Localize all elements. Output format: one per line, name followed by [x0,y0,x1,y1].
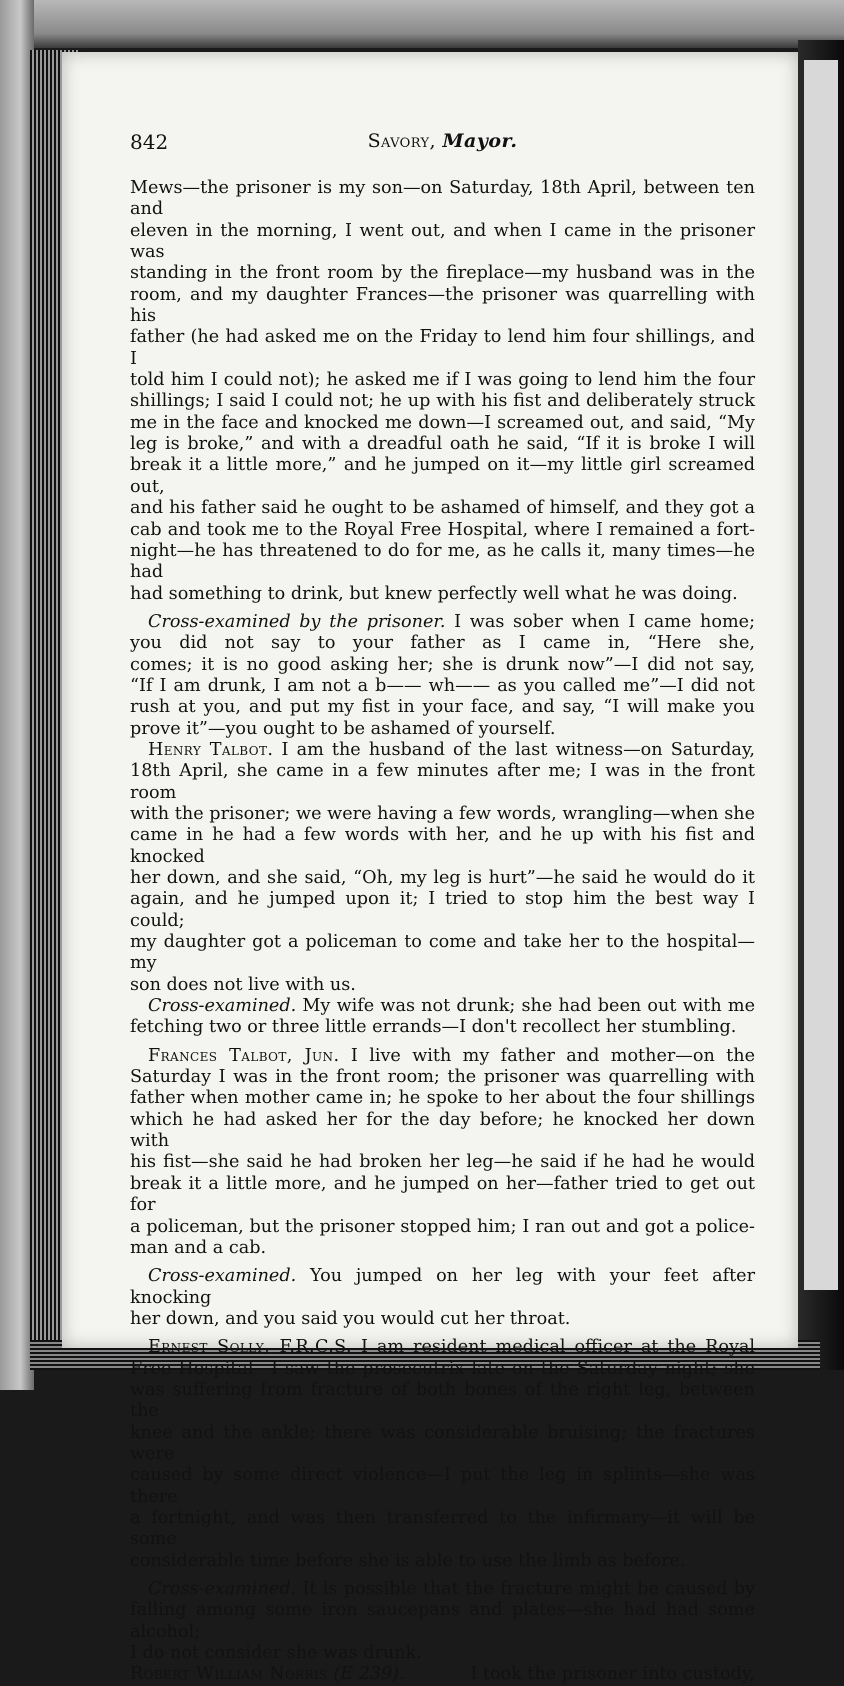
text-line: night—he has threatened to do for me, as he calls it, many times—he had [130,540,755,583]
paragraph-henry-talbot [130,740,755,996]
text-run: I am resident medical officer at the Royal [360,1337,756,1358]
text-line: you did not say to your father as I came in, “Here she, [130,633,755,654]
text-line: standing in the front room by the fireplace—my husband was in the [130,263,755,284]
officer-badge: (E 239). [333,1664,405,1685]
text-line [130,612,755,633]
speaker-label: Cross-examined by the prisoner. [148,611,446,632]
text-line: a policeman, but the prisoner stopped him; I ran out and got a police- [130,1216,755,1237]
paragraph-mother-testimony [130,178,755,605]
running-head [130,130,755,152]
text-line: father (he had asked me on the Friday to lend him four shillings, and I [130,327,755,369]
text-line: comes; it is no good asking her; she is drunk now”—I did not say, [130,654,755,675]
text-line: again, and he jumped upon it; I tried to stop him the best way I could; [130,889,755,931]
text-line: was suffering from fracture of both bones of the right leg, between the [130,1379,755,1422]
page-number: 842 [130,130,169,154]
page-header [130,130,755,160]
text-run: It is possible that the fracture might be caused by [302,1579,755,1599]
text-line: break it a little more,” and he jumped on it—my little girl screamed out, [130,455,755,497]
text-line: fetching two or three little errands—I don't recollect her stumbling. [130,1017,737,1038]
paragraph-robert-norris [130,1664,755,1685]
text-line: told him I could not); he asked me if I was going to lend him the four [130,370,755,391]
paragraph-ernest-solly [130,1337,755,1572]
text-line: break it a little more, and he jumped on her—father tried to get out for [130,1173,755,1216]
text-line: “If I am drunk, I am not a b—— wh—— as you called me”—I did not [130,675,755,696]
paragraph-cross-examined-henry [130,996,755,1039]
text-line: knee and the ankle; there was considerable bruising; the fractures were [130,1422,755,1464]
text-line [130,740,755,761]
paragraph-cross-examined-by-prisoner [130,612,755,740]
text-run: I took the prisoner into custody, [470,1664,755,1685]
text-run: I live with my father and mother—on the [350,1045,755,1066]
text-line: a fortnight, and was then transferred to the infirmary—it will be some [130,1507,755,1550]
text-line: prove it”—you ought to be ashamed of yourself. [130,718,556,739]
text-run: My wife was not drunk; she had been out with me [302,996,756,1017]
text-line: falling among some iron saucepans and plates—she had had some alcohol; [130,1600,755,1642]
text-line: her down, and she said, “Oh, my leg is hurt”—he said he would do it [130,868,755,888]
text-line: Free Hospital—I saw the prosecutrix late on the Saturday night; she [130,1358,755,1379]
text-line: her down, and you said you would cut her throat. [130,1308,571,1329]
text-line: Saturday I was in the front room; the prisoner was quarrelling with [130,1067,755,1088]
text-line: his fist—she said he had broken her leg—he said if he had he would [130,1152,755,1173]
running-head-title: Mayor. [442,130,518,152]
text-run: You jumped on her leg with your feet after knocking [130,1266,756,1308]
text-line: had something to drink, but knew perfectly well what he was doing. [130,583,738,604]
text-line: son does not live with us. [130,974,356,995]
paragraph-cross-examined-solly [130,1579,755,1664]
text-line: father when mother came in; he spoke to her about the four shillings [130,1088,755,1109]
speaker-label: Frances Talbot, Jun. [148,1045,340,1066]
speaker-group [130,1664,405,1685]
text-line: which he had asked her for the day before; he knocked her down with [130,1109,755,1152]
text-line: caused by some direct violence—I put the leg in splints—she was there [130,1465,755,1507]
text-run: I was sober when I came home; [454,611,755,632]
scan-top-margin [0,0,844,48]
text-line: came in he had a few words with her, and he up with his fist and knocked [130,825,755,867]
text-line: eleven in the morning, I went out, and when I came in the prisoner was [130,220,755,263]
speaker-label: Cross-examined. [148,1266,297,1287]
speaker-label: Cross-examined. [148,996,297,1017]
speaker-label: Cross-examined. [148,1579,297,1599]
text-run: I am the husband of the last witness—on Saturday, [281,739,756,760]
text-line: me in the face and knocked me down—I screamed out, and said, “My [130,412,755,433]
speaker-label: Robert William Norris [130,1664,328,1685]
text-line: with the prisoner; we were having a few words, wrangling—when she [130,803,755,824]
paragraph-cross-examined-frances [130,1266,755,1330]
text-line [130,1664,755,1685]
scan-left-margin [0,0,34,1390]
text-line [130,1579,755,1600]
text-line: rush at you, and put my fist in your face, and say, “I will make you [130,697,755,718]
speaker-label: Ernest Solly, F.R.C.S. [148,1337,353,1358]
text-line [130,1337,755,1358]
text-line: shillings; I said I could not; he up with his fist and deliberately struck [130,391,755,412]
text-line [130,1266,755,1309]
text-line: 18th April, she came in a few minutes after me; I was in the front room [130,761,755,803]
text-line: leg is broke,” and with a dreadful oath he said, “If it is broke I will [130,434,755,455]
page-body [130,178,755,1686]
text-line: man and a cab. [130,1237,267,1258]
text-line: considerable time before she is able to use the limb as before. [130,1550,686,1571]
speaker-label: Henry Talbot. [148,739,274,760]
text-line: Mews—the prisoner is my son—on Saturday, 18th April, between ten and [130,178,755,220]
text-line: cab and took me to the Royal Free Hospital, where I remained a fort- [130,519,755,540]
text-line: my daughter got a policeman to come and take her to the hospital—my [130,932,755,974]
text-line [130,996,755,1017]
text-line: room, and my daughter Frances—the prisoner was quarrelling with his [130,284,755,327]
text-line [130,1046,755,1067]
text-line: I do not consider she was drunk. [130,1643,422,1664]
paragraph-frances-talbot [130,1046,755,1259]
running-head-name: Savory, [367,130,436,152]
text-line: and his father said he ought to be ashamed of himself, and they got a [130,498,755,519]
next-page-edge [804,60,838,1290]
